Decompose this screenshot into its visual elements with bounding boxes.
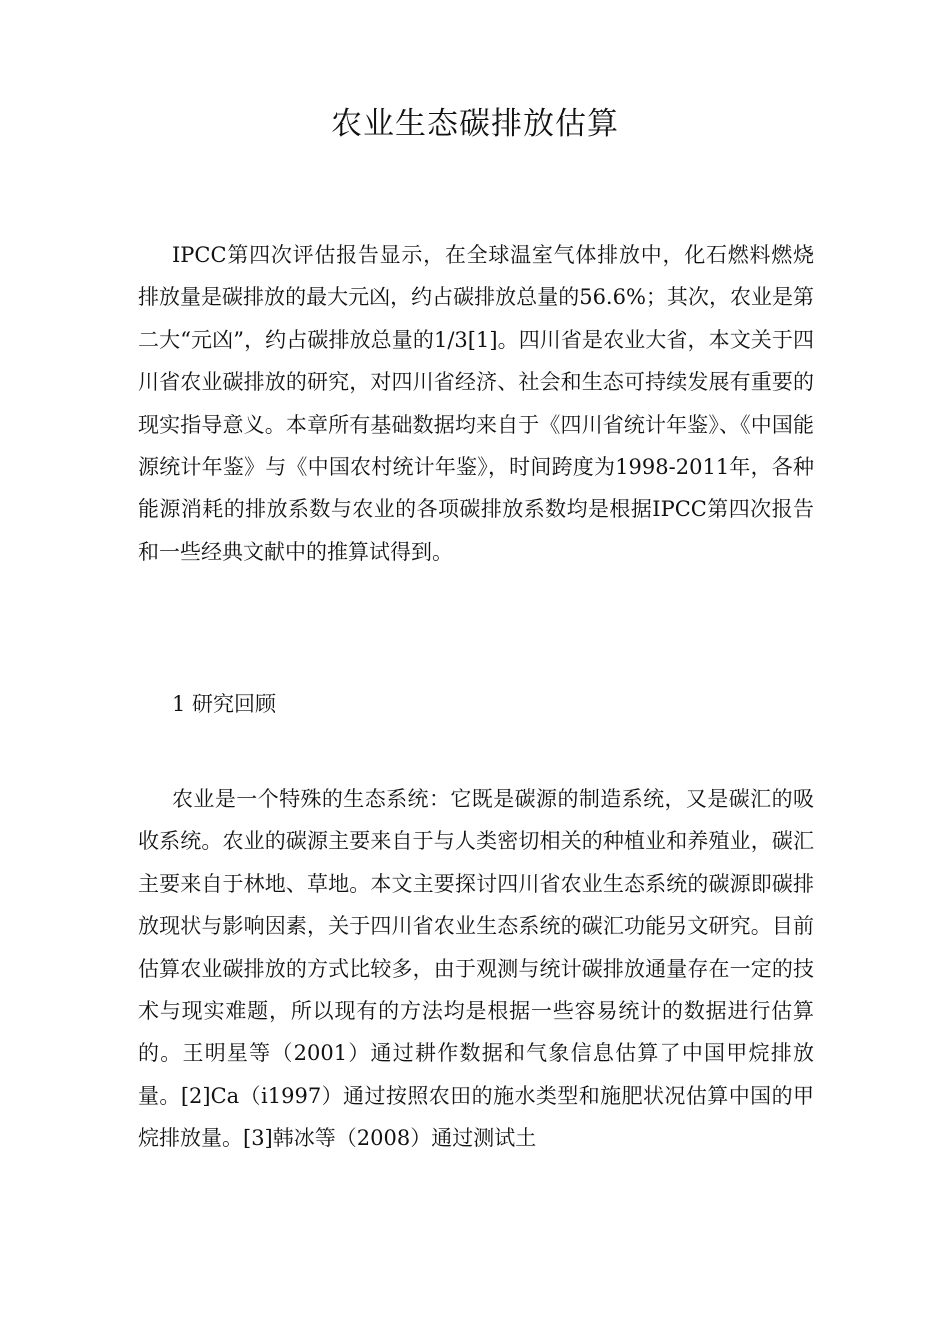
body-paragraph: 农业是一个特殊的生态系统：它既是碳源的制造系统，又是碳汇的吸收系统。农业的碳源主要来自于与人类密切相关的种植业和养殖业，碳汇主要来自于林地、草地。本文主要探讨四川省农业生态系统的碳源即碳排放现状与影响因素，关于四川省农业生态系统的碳汇功能另文研究。目前估算农业碳排放的方式比较多，由于观测与统计碳排放通量存在一定的技术与现实难题，所以现有的方法均是根据一些容易统计的数据进行估算的。王明星等（2001）通过耕作数据和气象信息估算了中国甲烷排放量。[2]Ca（i1997）通过按照农田的施水类型和施肥状况估算中国的甲烷排放量。[3]韩冰等（2008）通过测试土: [138, 787, 814, 1151]
body-paragraph: IPCC第四次评估报告显示，在全球温室气体排放中，化石燃料燃烧排放量是碳排放的最大元凶，约占碳排放总量的56.6%；其次，农业是第二大“元凶”，约占碳排放总量的1/3[1]。四川省是农业大省，本文关于四川省农业碳排放的研究，对四川省经济、社会和生态可持续发展有重要的现实指导意义。本章所有基础数据均来自于《四川省统计年鉴》、《中国能源统计年鉴》与《中国农村统计年鉴》，时间跨度为1998-2011年，各种能源消耗的排放系数与农业的各项碳排放系数均是根据IPCC第四次报告和一些经典文献中的推算试得到。: [138, 243, 814, 564]
section-heading: 1 研究回顾: [172, 692, 277, 716]
document-title: 农业生态碳排放估算: [331, 106, 619, 142]
